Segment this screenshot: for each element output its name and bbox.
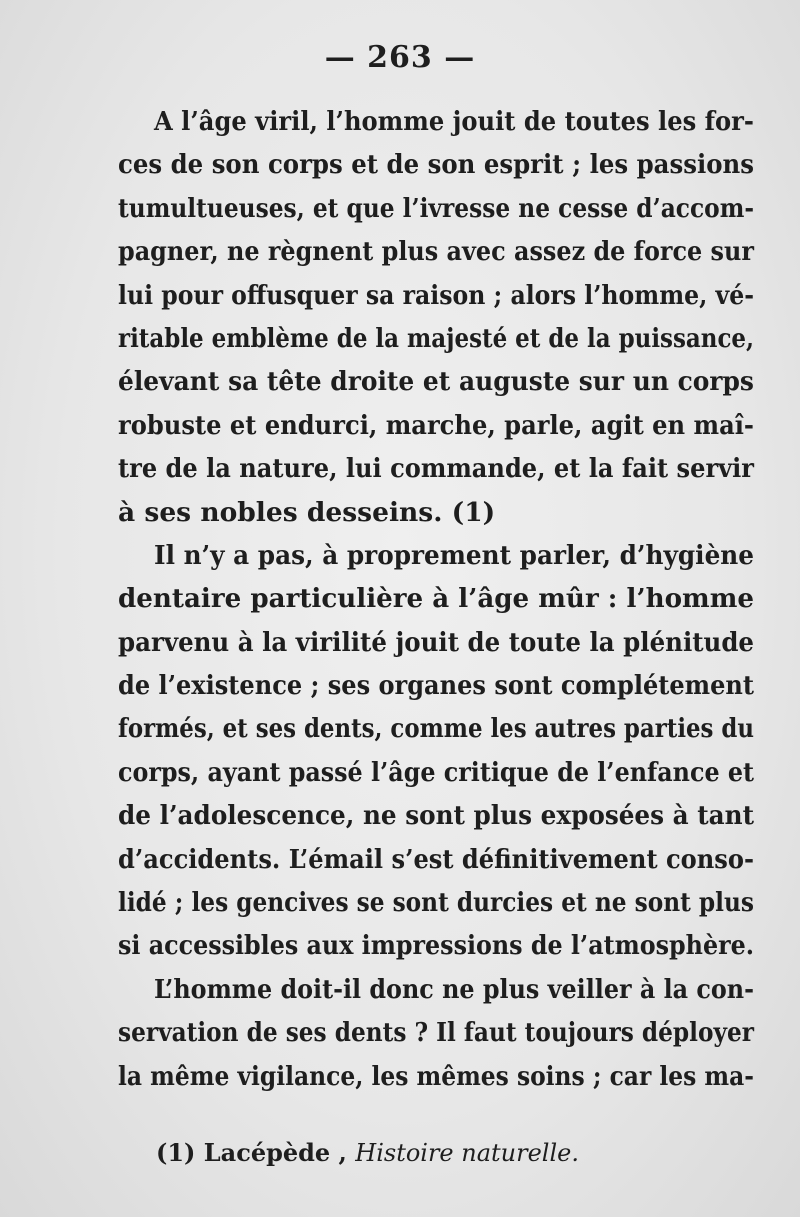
text-line: A l’âge viril, l’homme jouit de toutes les for- [154, 106, 754, 137]
text-line: L’homme doit-il donc ne plus veiller à la con- [154, 973, 755, 1005]
text-line: à ses nobles desseins. (1) [118, 496, 496, 528]
paragraph-1 [118, 100, 754, 534]
page-number: — 263 — [324, 40, 476, 75]
text-line: de l’adolescence, ne sont plus exposées à tant [118, 800, 755, 832]
text-line: ritable emblème de la majesté et de la puissance, [118, 322, 755, 354]
text-line: robuste et endurci, marche, parle, agit en maî- [118, 409, 754, 441]
text-line: parvenu à la virilité jouit de toute la plénitude [118, 626, 755, 658]
text-line: dentaire particulière à l’âge mûr : l’homme [118, 583, 754, 615]
text-line: corps, ayant passé l’âge critique de l’enfance et [118, 756, 755, 788]
body-text [118, 100, 754, 1098]
text-line: Il n’y a pas, à proprement parler, d’hygiène [154, 539, 755, 571]
text-line: la même vigilance, les mêmes soins ; car les ma- [118, 1060, 754, 1092]
text-line: d’accidents. L’émail s’est définitivement conso- [118, 843, 754, 875]
footnote [156, 1135, 756, 1171]
paragraph-2 [118, 534, 754, 968]
text-line: lidé ; les gencives se sont durcies et ne sont plus [118, 887, 754, 919]
footnote-marker: (1) [156, 1138, 196, 1167]
text-line: tre de la nature, lui commande, et la fait servir [118, 453, 755, 485]
footnote-author: Lacépède , [203, 1138, 347, 1167]
footnote-title: Histoire naturelle. [355, 1139, 579, 1167]
text-line: si accessibles aux impressions de l’atmosphère. [118, 930, 755, 962]
text-line: de l’existence ; ses organes sont complétement [118, 670, 755, 702]
text-line: formés, et ses dents, comme les autres parties du [118, 713, 754, 745]
paragraph-3 [118, 968, 754, 1098]
text-line: ces de son corps et de son esprit ; les passions [118, 149, 754, 181]
text-line: élevant sa tête droite et auguste sur un corps [118, 366, 754, 398]
text-line: pagner, ne règnent plus avec assez de force sur [118, 236, 754, 268]
text-line: lui pour offusquer sa raison ; alors l’homme, vé- [118, 279, 755, 311]
text-line: servation de ses dents ? Il faut toujours déployer [118, 1017, 754, 1049]
text-line: tumultueuses, et que l’ivresse ne cesse d’accom- [118, 192, 755, 224]
